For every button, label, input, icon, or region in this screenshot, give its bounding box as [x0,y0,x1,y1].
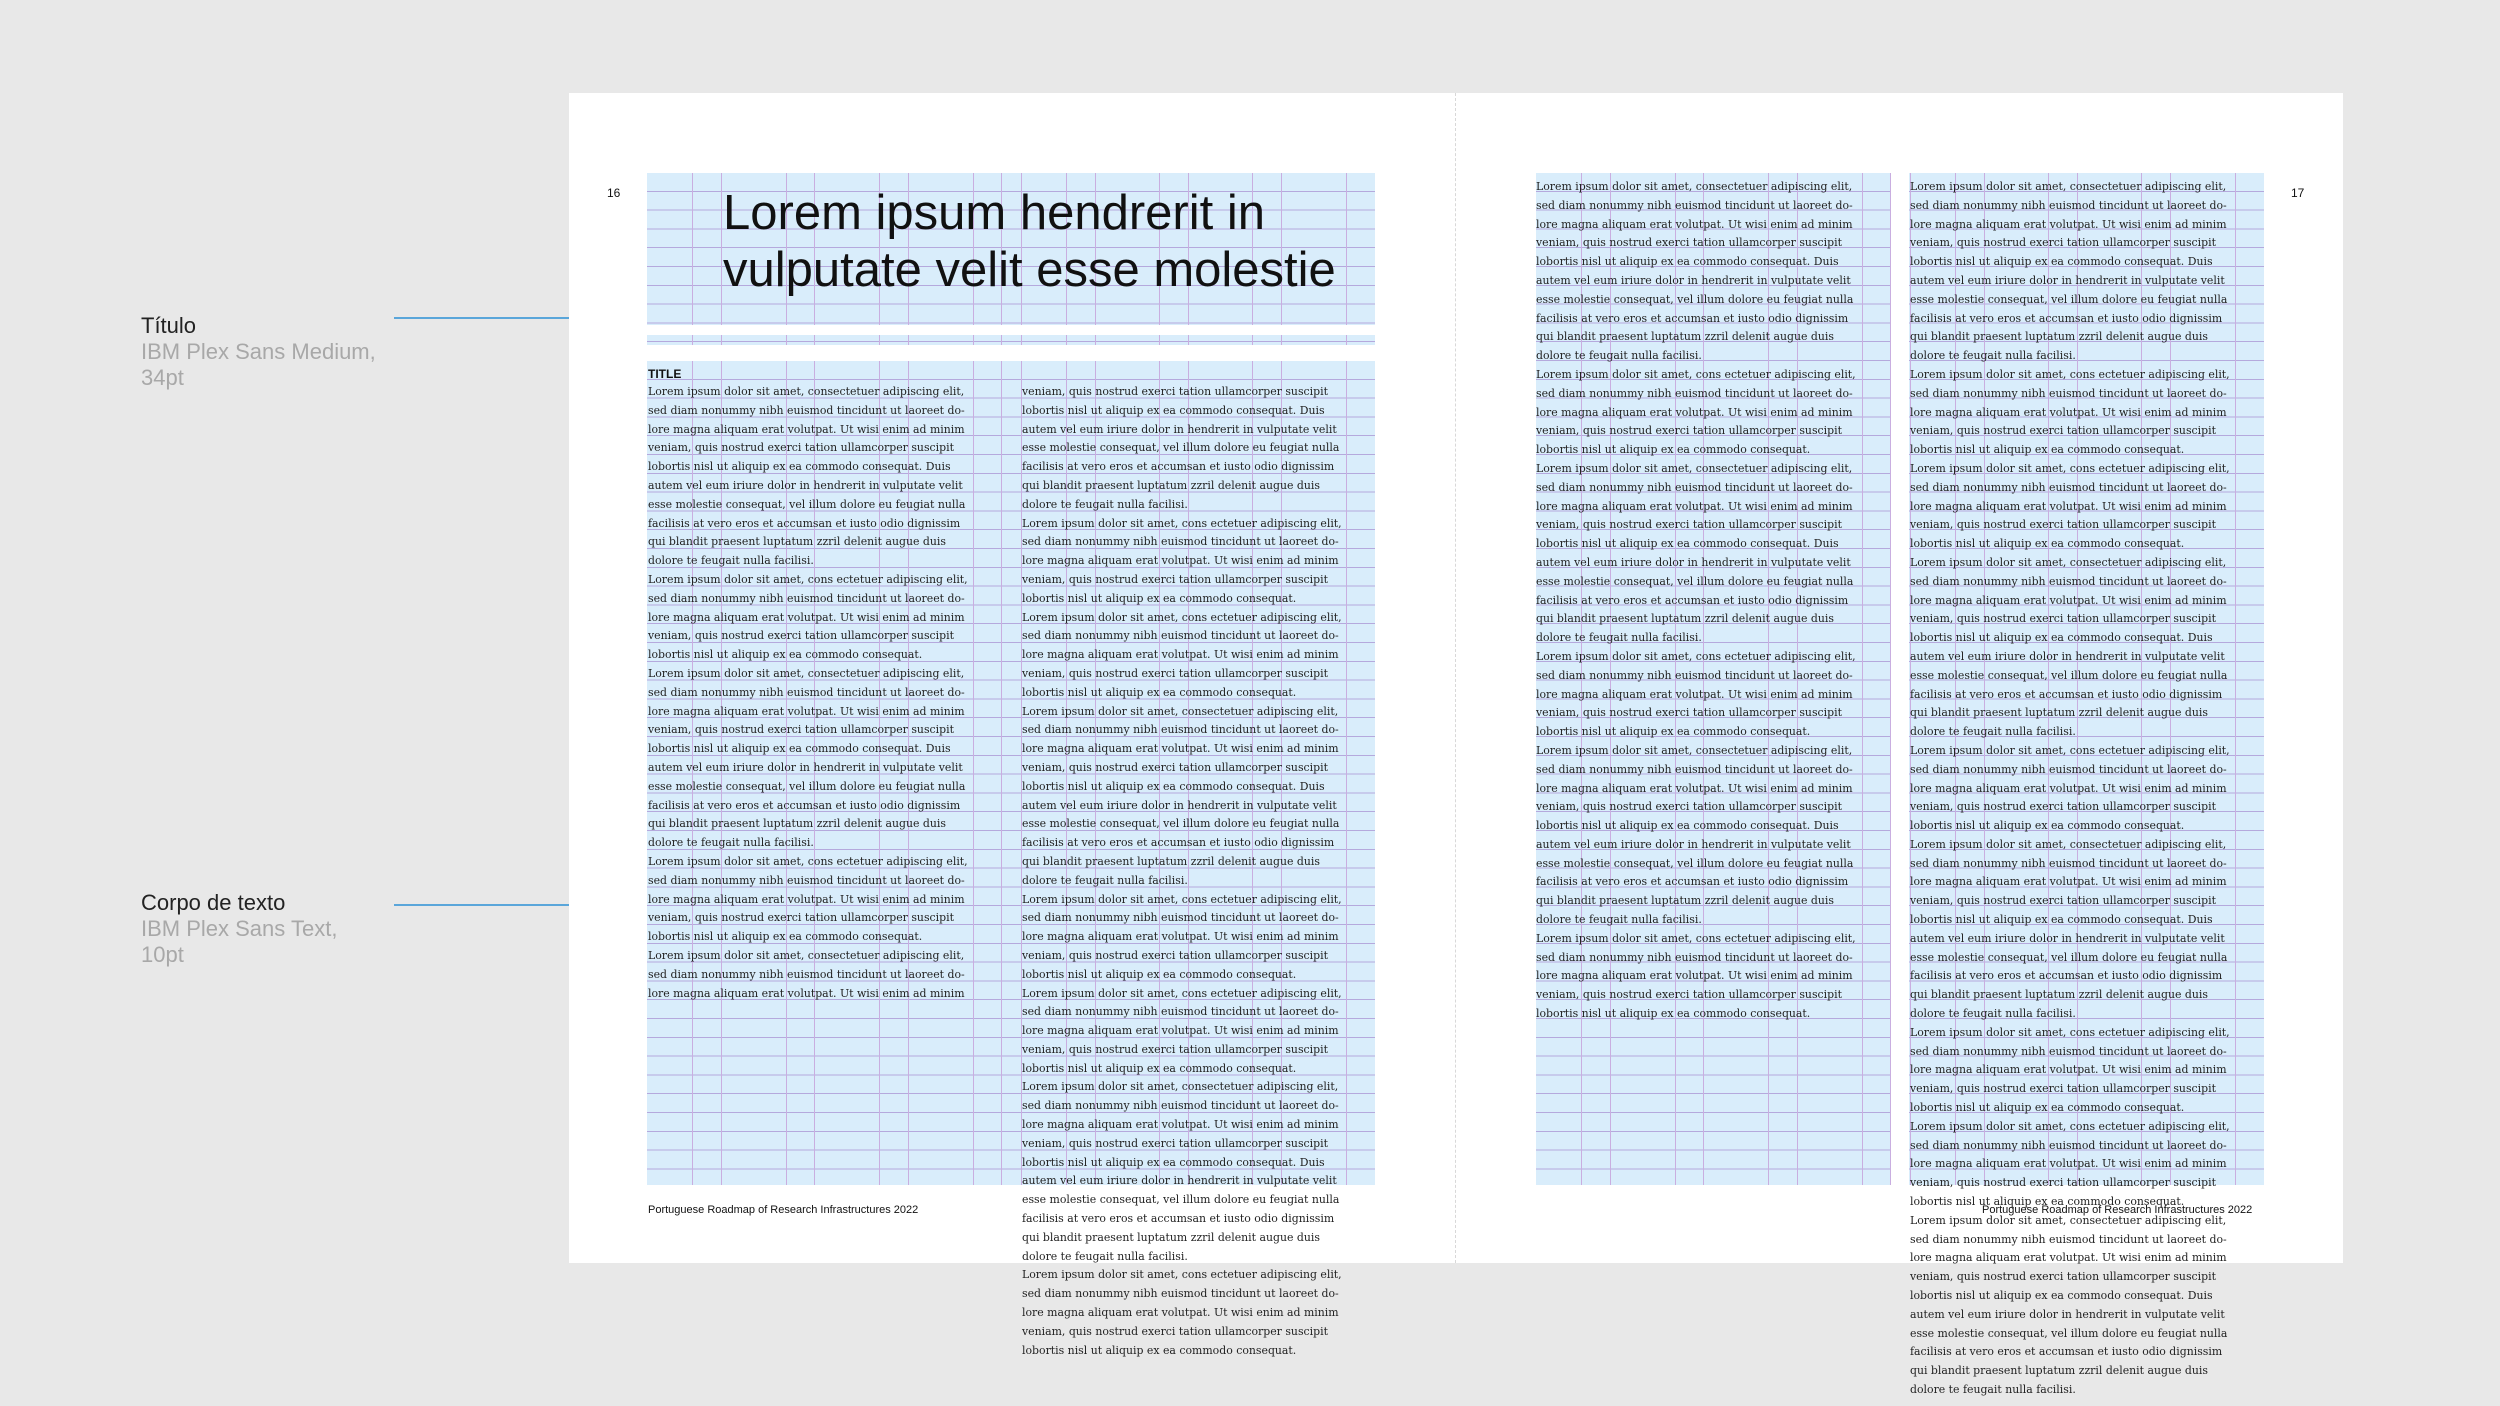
body-text-line: Lorem ipsum dolor sit amet, cons ectetuer adipiscing elit, [1536,649,1856,663]
body-text-line: Lorem ipsum dolor sit amet, cons ectetuer adipiscing elit, [1910,743,2230,757]
body-text-line: sed diam nonummy nibh euismod tincidunt ut laoreet do- [648,591,965,605]
body-text-line: Lorem ipsum dolor sit amet, cons ectetuer adipiscing elit, [1910,461,2230,475]
body-text-line: autem vel eum iriure dolor in hendrerit in vulputate velit [1022,798,1337,812]
body-text-line: qui blandit praesent luptatum zzril delenit augue duis [1536,330,1834,344]
body-text-line: dolore te feugait nulla facilisi. [1022,1249,1188,1263]
body-text-line: facilisis at vero eros et accumsan et iusto odio dignissim [1022,836,1335,850]
body-text-line: facilisis at vero eros et accumsan et iusto odio dignissim [1022,1212,1335,1226]
annotation-body [141,890,337,968]
body-text-line: sed diam nonummy nibh euismod tincidunt ut laoreet do- [1022,1005,1339,1019]
body-text-line: lobortis nisl ut aliquip ex ea commodo consequat. [1536,1007,1811,1021]
body-text-line: dolore te feugait nulla facilisi. [1910,349,2076,363]
body-text-line: qui blandit praesent luptatum zzril delenit augue duis [1022,1230,1320,1244]
body-text-line: autem vel eum iriure dolor in hendrerit in vulputate velit [1536,555,1851,569]
body-text-line: lore magna aliquam erat volutpat. Ut wisi enim ad minim [1536,405,1853,419]
left-column-1 [648,383,1000,1183]
body-text-line: veniam, quis nostrud exerci tation ullamcorper suscipit [1910,1082,2216,1096]
body-text-line: lore magna aliquam erat volutpat. Ut wisi enim ad minim [1910,405,2227,419]
body-text-line: lore magna aliquam erat volutpat. Ut wisi enim ad minim [648,986,965,1000]
body-text-line: veniam, quis nostrud exerci tation ullamcorper suscipit [1536,988,1842,1002]
body-text-line: lore magna aliquam erat volutpat. Ut wisi enim ad minim [1910,593,2227,607]
body-text-line: esse molestie consequat, vel illum dolore eu feugiat nulla [1022,817,1340,831]
body-text-line: Lorem ipsum dolor sit amet, consectetuer adipiscing elit, [1910,1213,2227,1227]
body-text-line: esse molestie consequat, vel illum dolore eu feugiat nulla [1536,292,1854,306]
body-text-line: veniam, quis nostrud exerci tation ullamcorper suscipit [1910,1176,2216,1190]
body-text-line: lore magna aliquam erat volutpat. Ut wisi enim ad minim [1536,781,1853,795]
body-text-line: Lorem ipsum dolor sit amet, consectetuer adipiscing elit, [648,666,965,680]
body-text-line: lobortis nisl ut aliquip ex ea commodo consequat. Duis [1536,819,1839,833]
body-text-line: veniam, quis nostrud exerci tation ullamcorper suscipit [1022,760,1328,774]
body-text-line: autem vel eum iriure dolor in hendrerit in vulputate velit [1910,931,2225,945]
body-text-line: Lorem ipsum dolor sit amet, cons ectetuer adipiscing elit, [1910,367,2230,381]
body-text-line: dolore te feugait nulla facilisi. [1910,725,2076,739]
body-text-line: esse molestie consequat, vel illum dolore eu feugiat nulla [648,497,966,511]
body-text-line: qui blandit praesent luptatum zzril delenit augue duis [648,817,946,831]
body-text-line: sed diam nonummy nibh euismod tincidunt ut laoreet do- [648,685,965,699]
body-text-line: sed diam nonummy nibh euismod tincidunt ut laoreet do- [1022,1287,1339,1301]
body-text-line: lobortis nisl ut aliquip ex ea commodo consequat. [1536,725,1811,739]
body-text-line: sed diam nonummy nibh euismod tincidunt ut laoreet do- [1536,198,1853,212]
body-text-line: sed diam nonummy nibh euismod tincidunt ut laoreet do- [1536,480,1853,494]
body-text-line: veniam, quis nostrud exerci tation ullamcorper suscipit [648,911,954,925]
body-text-line: autem vel eum iriure dolor in hendrerit in vulputate velit [648,478,963,492]
white-band [647,345,1375,361]
body-text-line: autem vel eum iriure dolor in hendrerit in vulputate velit [648,760,963,774]
body-text-line: dolore te feugait nulla facilisi. [648,554,814,568]
body-text-line: esse molestie consequat, vel illum dolore eu feugiat nulla [1910,292,2228,306]
body-text-line: autem vel eum iriure dolor in hendrerit in vulputate velit [1022,422,1337,436]
body-text-line: veniam, quis nostrud exerci tation ullamcorper suscipit [1536,800,1842,814]
body-text-line: veniam, quis nostrud exerci tation ullamcorper suscipit [648,723,954,737]
body-text-line: qui blandit praesent luptatum zzril delenit augue duis [1910,330,2208,344]
body-text-line: autem vel eum iriure dolor in hendrerit in vulputate velit [1536,273,1851,287]
body-text-line: veniam, quis nostrud exerci tation ullamcorper suscipit [1910,236,2216,250]
body-text-line: dolore te feugait nulla facilisi. [648,836,814,850]
body-text-line: esse molestie consequat, vel illum dolore eu feugiat nulla [1022,1193,1340,1207]
body-text-line: autem vel eum iriure dolor in hendrerit in vulputate velit [1910,1307,2225,1321]
body-text-line: sed diam nonummy nibh euismod tincidunt ut laoreet do- [1910,386,2227,400]
body-text-line: sed diam nonummy nibh euismod tincidunt ut laoreet do- [1536,950,1853,964]
body-text-line: lore magna aliquam erat volutpat. Ut wisi enim ad minim [1022,554,1339,568]
body-text-line: veniam, quis nostrud exerci tation ullamcorper suscipit [1022,1136,1328,1150]
body-text-line: facilisis at vero eros et accumsan et iusto odio dignissim [1910,311,2223,325]
body-text-line: autem vel eum iriure dolor in hendrerit in vulputate velit [1022,1174,1337,1188]
body-text-line: veniam, quis nostrud exerci tation ullamcorper suscipit [1910,518,2216,532]
body-text-line: Lorem ipsum dolor sit amet, consectetuer adipiscing elit, [648,948,965,962]
body-text-line: dolore te feugait nulla facilisi. [1536,349,1702,363]
body-text-line: esse molestie consequat, vel illum dolore eu feugiat nulla [1910,1326,2228,1340]
body-text-line: Lorem ipsum dolor sit amet, cons ectetuer adipiscing elit, [1022,892,1342,906]
body-text-line: Lorem ipsum dolor sit amet, consectetuer adipiscing elit, [1536,743,1853,757]
body-text-line: lobortis nisl ut aliquip ex ea commodo consequat. Duis [1022,1155,1325,1169]
body-text-line: Lorem ipsum dolor sit amet, consectetuer adipiscing elit, [1910,555,2227,569]
body-text-line: sed diam nonummy nibh euismod tincidunt ut laoreet do- [648,403,965,417]
body-text-line: autem vel eum iriure dolor in hendrerit in vulputate velit [1536,837,1851,851]
body-text-line: facilisis at vero eros et accumsan et iusto odio dignissim [1536,593,1849,607]
body-text-line: veniam, quis nostrud exerci tation ullamcorper suscipit [1536,236,1842,250]
body-text-line: lobortis nisl ut aliquip ex ea commodo consequat. Duis [648,742,951,756]
body-text-line: lore magna aliquam erat volutpat. Ut wisi enim ad minim [1910,1251,2227,1265]
column-gutter-band [1891,173,1909,1185]
body-text-line: Lorem ipsum dolor sit amet, consectetuer adipiscing elit, [1536,180,1853,193]
body-text-line: dolore te feugait nulla facilisi. [1536,631,1702,645]
body-text-line: qui blandit praesent luptatum zzril delenit augue duis [1910,1364,2208,1378]
body-text-line: lore magna aliquam erat volutpat. Ut wisi enim ad minim [1910,781,2227,795]
body-text-line: sed diam nonummy nibh euismod tincidunt ut laoreet do- [1536,386,1853,400]
body-text-line: sed diam nonummy nibh euismod tincidunt ut laoreet do- [1910,1138,2227,1152]
body-text-line: dolore te feugait nulla facilisi. [1022,497,1188,511]
body-text-line: autem vel eum iriure dolor in hendrerit in vulputate velit [1910,649,2225,663]
body-text-line: Lorem ipsum dolor sit amet, cons ectetuer adipiscing elit, [1536,931,1856,945]
body-text-line: Lorem ipsum dolor sit amet, cons ectetuer adipiscing elit, [1022,1268,1342,1282]
body-text-line: Lorem ipsum dolor sit amet, cons ectetuer adipiscing elit, [1022,516,1342,530]
body-text-line: veniam, quis nostrud exerci tation ullamcorper suscipit [1022,572,1328,586]
annotation-body-label: Corpo de texto [141,890,286,915]
body-text-line: Lorem ipsum dolor sit amet, consectetuer adipiscing elit, [1910,837,2227,851]
body-text-line: qui blandit praesent luptatum zzril delenit augue duis [1022,478,1320,492]
book-spread [569,93,2343,1396]
body-text-line: Lorem ipsum dolor sit amet, cons ectetuer adipiscing elit, [1022,986,1342,1000]
body-text-line: facilisis at vero eros et accumsan et iusto odio dignissim [1536,875,1849,889]
page-heading [723,185,1363,299]
body-text-line: lobortis nisl ut aliquip ex ea commodo consequat. [1910,1195,2185,1209]
body-text-line: lore magna aliquam erat volutpat. Ut wisi enim ad minim [1022,1024,1339,1038]
body-text-line: lore magna aliquam erat volutpat. Ut wisi enim ad minim [1022,930,1339,944]
body-text-line: lobortis nisl ut aliquip ex ea commodo consequat. [1536,443,1811,457]
body-text-line: veniam, quis nostrud exerci tation ullamcorper suscipit [1022,1324,1328,1338]
body-text-line: esse molestie consequat, vel illum dolore eu feugiat nulla [1536,574,1854,588]
body-text-line: veniam, quis nostrud exerci tation ullamcorper suscipit [1910,612,2216,626]
body-text-line: lore magna aliquam erat volutpat. Ut wisi enim ad minim [1536,499,1853,513]
body-text-line: veniam, quis nostrud exerci tation ullamcorper suscipit [648,629,954,643]
body-text-line: autem vel eum iriure dolor in hendrerit in vulputate velit [1910,273,2225,287]
body-text-line: lobortis nisl ut aliquip ex ea commodo consequat. [1022,685,1297,699]
annotation-title-font: IBM Plex Sans Medium, [141,339,376,364]
left-column-2 [1022,383,1374,1357]
body-text-line: sed diam nonummy nibh euismod tincidunt ut laoreet do- [1910,856,2227,870]
left-page-number: 16 [607,186,621,200]
body-text-line: lore magna aliquam erat volutpat. Ut wisi enim ad minim [648,892,965,906]
body-text-line: sed diam nonummy nibh euismod tincidunt ut laoreet do- [1022,723,1339,737]
body-text-line: qui blandit praesent luptatum zzril delenit augue duis [1910,706,2208,720]
body-text-line: lobortis nisl ut aliquip ex ea commodo consequat. [648,930,923,944]
body-text-line: Lorem ipsum dolor sit amet, cons ectetuer adipiscing elit, [648,572,968,586]
body-text-line: qui blandit praesent luptatum zzril delenit augue duis [1536,612,1834,626]
body-text-line: lore magna aliquam erat volutpat. Ut wisi enim ad minim [1910,1063,2227,1077]
body-text-line: Lorem ipsum dolor sit amet, consectetuer adipiscing elit, [1022,1080,1339,1094]
body-text-line: lore magna aliquam erat volutpat. Ut wisi enim ad minim [1910,217,2227,231]
body-text-line: sed diam nonummy nibh euismod tincidunt ut laoreet do- [1910,574,2227,588]
body-text-line: Lorem ipsum dolor sit amet, consectetuer adipiscing elit, [648,385,965,398]
body-text-line: dolore te feugait nulla facilisi. [1536,913,1702,927]
annotation-body-size: 10pt [141,942,184,967]
body-text-line: dolore te feugait nulla facilisi. [1022,873,1188,887]
body-text-line: veniam, quis nostrud exerci tation ullamcorper suscipit [1536,424,1842,438]
body-text-line: Lorem ipsum dolor sit amet, consectetuer adipiscing elit, [1536,461,1853,475]
body-text-line: sed diam nonummy nibh euismod tincidunt ut laoreet do- [648,967,965,981]
body-text-line: veniam, quis nostrud exerci tation ullamcorper suscipit [1536,706,1842,720]
body-text-line: lobortis nisl ut aliquip ex ea commodo consequat. [648,648,923,662]
left-footer: Portuguese Roadmap of Research Infrastructures 2022 [648,1204,919,1216]
body-text-line: veniam, quis nostrud exerci tation ullamcorper suscipit [1536,518,1842,532]
body-text-line: lobortis nisl ut aliquip ex ea commodo consequat. Duis [1022,779,1325,793]
body-text-line: lobortis nisl ut aliquip ex ea commodo consequat. [1910,537,2185,551]
body-text-line: lobortis nisl ut aliquip ex ea commodo consequat. Duis [648,460,951,474]
body-text-line: lobortis nisl ut aliquip ex ea commodo consequat. Duis [1536,537,1839,551]
body-text-line: lobortis nisl ut aliquip ex ea commodo consequat. [1022,1061,1297,1075]
body-text-line: lore magna aliquam erat volutpat. Ut wisi enim ad minim [1022,1118,1339,1132]
body-text-line: sed diam nonummy nibh euismod tincidunt ut laoreet do- [1910,762,2227,776]
right-page-number: 17 [2291,186,2305,200]
body-text-line: facilisis at vero eros et accumsan et iusto odio dignissim [1910,1345,2223,1359]
body-text-line: qui blandit praesent luptatum zzril delenit augue duis [1536,894,1834,908]
body-text-line: Lorem ipsum dolor sit amet, consectetuer adipiscing elit, [1022,704,1339,718]
body-text-line: facilisis at vero eros et accumsan et iusto odio dignissim [1536,311,1849,325]
body-text-line: esse molestie consequat, vel illum dolore eu feugiat nulla [1910,668,2228,682]
annotation-body-font: IBM Plex Sans Text, [141,916,338,941]
body-text-line: veniam, quis nostrud exerci tation ullamcorper suscipit [648,441,954,455]
body-text-line: sed diam nonummy nibh euismod tincidunt ut laoreet do- [1910,1232,2227,1246]
body-text-line: facilisis at vero eros et accumsan et iusto odio dignissim [1022,460,1335,474]
body-text-line: lobortis nisl ut aliquip ex ea commodo consequat. [1022,967,1297,981]
body-text-line: lore magna aliquam erat volutpat. Ut wisi enim ad minim [648,704,965,718]
right-column-1 [1536,178,1888,1183]
body-text-line: sed diam nonummy nibh euismod tincidunt ut laoreet do- [1536,762,1853,776]
body-text-line: lore magna aliquam erat volutpat. Ut wisi enim ad minim [648,422,965,436]
body-text-line: esse molestie consequat, vel illum dolore eu feugiat nulla [648,779,966,793]
body-text-line: esse molestie consequat, vel illum dolore eu feugiat nulla [1022,441,1340,455]
annotation-title-size: 34pt [141,365,184,390]
body-text-line: lobortis nisl ut aliquip ex ea commodo consequat. [1910,443,2185,457]
body-text-line: dolore te feugait nulla facilisi. [1910,1007,2076,1021]
body-text-line: lobortis nisl ut aliquip ex ea commodo consequat. Duis [1910,1289,2213,1303]
body-text-line: lore magna aliquam erat volutpat. Ut wisi enim ad minim [1022,648,1339,662]
body-text-line: lobortis nisl ut aliquip ex ea commodo consequat. [1910,819,2185,833]
body-text-line: Lorem ipsum dolor sit amet, cons ectetuer adipiscing elit, [1022,610,1342,624]
body-text-line: facilisis at vero eros et accumsan et iusto odio dignissim [1910,969,2223,983]
body-text-line: facilisis at vero eros et accumsan et iusto odio dignissim [648,798,961,812]
body-text-line: veniam, quis nostrud exerci tation ullamcorper suscipit [1022,948,1328,962]
body-text-line: lore magna aliquam erat volutpat. Ut wisi enim ad minim [1536,687,1853,701]
body-text-line: veniam, quis nostrud exerci tation ullamcorper suscipit [1022,666,1328,680]
body-text-line: sed diam nonummy nibh euismod tincidunt ut laoreet do- [1536,668,1853,682]
body-text-line: dolore te feugait nulla facilisi. [1910,1383,2076,1396]
body-text-line: sed diam nonummy nibh euismod tincidunt ut laoreet do- [648,873,965,887]
body-text-line: lore magna aliquam erat volutpat. Ut wisi enim ad minim [1022,742,1339,756]
body-text-line: Lorem ipsum dolor sit amet, consectetuer adipiscing elit, [1910,180,2227,193]
body-text-line: lore magna aliquam erat volutpat. Ut wisi enim ad minim [1910,875,2227,889]
body-text-line: qui blandit praesent luptatum zzril delenit augue duis [1910,988,2208,1002]
body-text-line: Lorem ipsum dolor sit amet, cons ectetuer adipiscing elit, [1910,1025,2230,1039]
body-text-line: facilisis at vero eros et accumsan et iusto odio dignissim [648,516,961,530]
body-text-line: sed diam nonummy nibh euismod tincidunt ut laoreet do- [1022,535,1339,549]
section-label: TITLE [648,367,682,381]
body-text-line: qui blandit praesent luptatum zzril delenit augue duis [648,535,946,549]
heading-line-1: Lorem ipsum hendrerit in [723,186,1265,240]
body-text-line: esse molestie consequat, vel illum dolore eu feugiat nulla [1536,856,1854,870]
body-text-line: esse molestie consequat, vel illum dolore eu feugiat nulla [1910,950,2228,964]
body-text-line: sed diam nonummy nibh euismod tincidunt ut laoreet do- [1022,911,1339,925]
body-text-line: facilisis at vero eros et accumsan et iusto odio dignissim [1910,687,2223,701]
body-text-line: sed diam nonummy nibh euismod tincidunt ut laoreet do- [1022,629,1339,643]
body-text-line: lobortis nisl ut aliquip ex ea commodo consequat. [1022,591,1297,605]
body-text-line: veniam, quis nostrud exerci tation ullamcorper suscipit [1910,894,2216,908]
body-text-line: lore magna aliquam erat volutpat. Ut wisi enim ad minim [1536,217,1853,231]
body-text-line: lobortis nisl ut aliquip ex ea commodo consequat. [1910,1101,2185,1115]
body-text-line: veniam, quis nostrud exerci tation ullamcorper suscipit [1910,800,2216,814]
body-text-line: lore magna aliquam erat volutpat. Ut wisi enim ad minim [1536,969,1853,983]
body-text-line: Lorem ipsum dolor sit amet, cons ectetuer adipiscing elit, [1536,367,1856,381]
body-text-line: sed diam nonummy nibh euismod tincidunt ut laoreet do- [1910,1044,2227,1058]
body-text-line: veniam, quis nostrud exerci tation ullamcorper suscipit [1022,385,1328,398]
body-text-line: lobortis nisl ut aliquip ex ea commodo consequat. Duis [1910,255,2213,269]
body-text-line: lobortis nisl ut aliquip ex ea commodo consequat. [1022,1343,1297,1357]
body-text-line: lobortis nisl ut aliquip ex ea commodo consequat. Duis [1022,403,1325,417]
body-text-line: sed diam nonummy nibh euismod tincidunt ut laoreet do- [1910,480,2227,494]
body-text-line: veniam, quis nostrud exerci tation ullamcorper suscipit [1910,424,2216,438]
white-band [647,325,1375,335]
body-text-line: sed diam nonummy nibh euismod tincidunt ut laoreet do- [1022,1099,1339,1113]
body-text-line: Lorem ipsum dolor sit amet, cons ectetuer adipiscing elit, [1910,1119,2230,1133]
body-text-line: qui blandit praesent luptatum zzril delenit augue duis [1022,854,1320,868]
annotation-title-label: Título [141,313,197,338]
spread-gutter [1455,93,1456,1263]
body-text-line: lore magna aliquam erat volutpat. Ut wisi enim ad minim [648,610,965,624]
body-text-line: lore magna aliquam erat volutpat. Ut wisi enim ad minim [1910,499,2227,513]
body-text-line: lobortis nisl ut aliquip ex ea commodo consequat. Duis [1910,913,2213,927]
right-footer: Portuguese Roadmap of Research Infrastructures 2022 [1982,1204,2253,1216]
heading-line-2: vulputate velit esse molestie [723,243,1336,297]
body-text-line: sed diam nonummy nibh euismod tincidunt ut laoreet do- [1910,198,2227,212]
body-text-line: lore magna aliquam erat volutpat. Ut wisi enim ad minim [1910,1157,2227,1171]
body-text-line: Lorem ipsum dolor sit amet, cons ectetuer adipiscing elit, [648,854,968,868]
body-text-line: lobortis nisl ut aliquip ex ea commodo consequat. Duis [1536,255,1839,269]
annotation-title [141,313,376,391]
body-text-line: lore magna aliquam erat volutpat. Ut wisi enim ad minim [1022,1306,1339,1320]
body-text-line: lobortis nisl ut aliquip ex ea commodo consequat. Duis [1910,631,2213,645]
body-text-line: veniam, quis nostrud exerci tation ullamcorper suscipit [1022,1042,1328,1056]
body-text-line: veniam, quis nostrud exerci tation ullamcorper suscipit [1910,1270,2216,1284]
